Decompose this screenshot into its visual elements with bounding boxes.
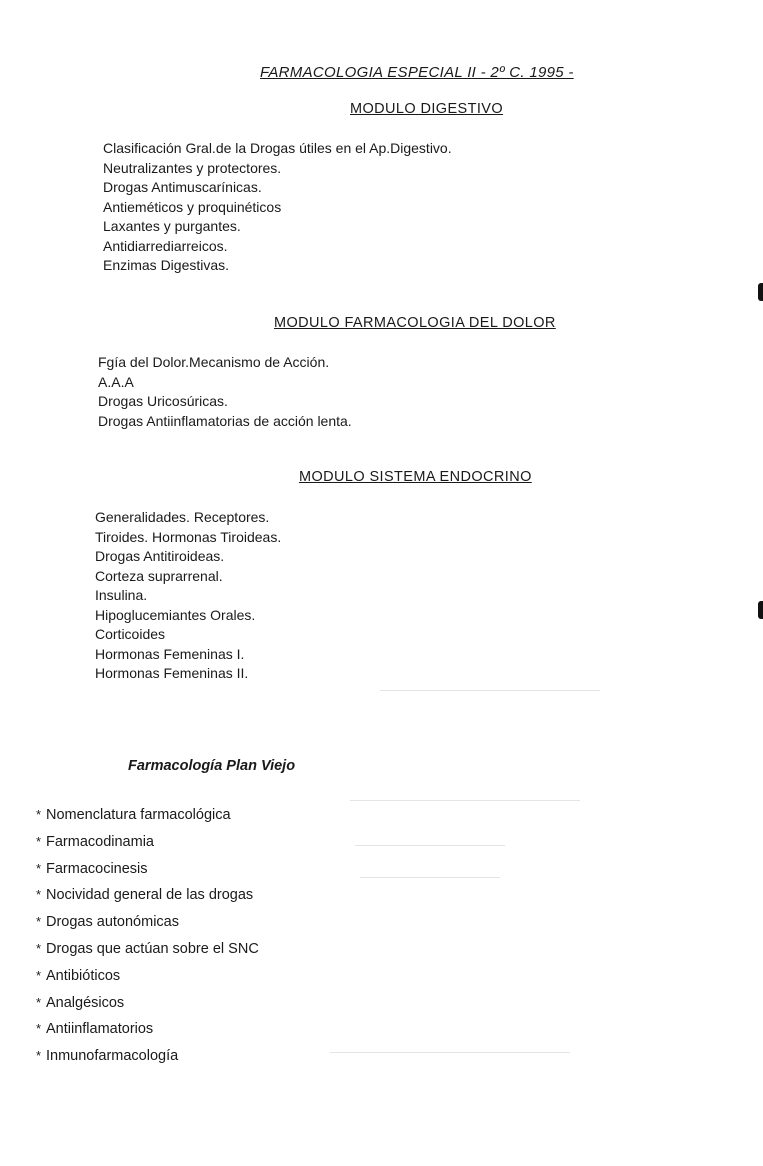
old-plan-list — [36, 802, 259, 1070]
scan-artifact-rule — [360, 877, 500, 878]
bullet-marker: * — [36, 914, 42, 930]
list-item: Insulina. — [95, 587, 148, 603]
scan-artifact-rule — [350, 800, 580, 801]
section-heading-digestivo: MODULO DIGESTIVO — [350, 101, 504, 117]
list-item: Laxantes y purgantes. — [103, 218, 241, 234]
list-item: * Analgésicos — [36, 990, 259, 1017]
section-heading-endocrino: MODULO SISTEMA ENDOCRINO — [299, 469, 532, 485]
list-item: Drogas Uricosúricas. — [98, 393, 228, 409]
list-item: Drogas Antiinflamatorias de acción lenta. — [98, 412, 352, 429]
section-heading-dolor: MODULO FARMACOLOGIA DEL DOLOR — [274, 315, 556, 331]
list-item: * Nomenclatura farmacológica — [36, 802, 259, 829]
bullet-marker: * — [36, 887, 42, 903]
scan-artifact-rule — [355, 845, 505, 846]
list-item: Drogas Antimuscarínicas. — [103, 179, 262, 195]
list-item: * Inmunofarmacología — [36, 1043, 259, 1070]
list-item: * Nocividad general de las drogas — [36, 882, 259, 909]
list-dolor — [98, 353, 352, 431]
list-item: * Antibióticos — [36, 963, 259, 990]
bullet-marker: * — [36, 994, 42, 1010]
bullet-marker: * — [36, 967, 42, 983]
list-item: Hormonas Femeninas II. — [95, 665, 249, 681]
list-item: Drogas Antitiroideas. — [95, 548, 225, 564]
binder-hole-mark — [758, 283, 763, 301]
list-item: Hipoglucemiantes Orales. — [95, 606, 256, 623]
list-endocrino — [95, 508, 281, 684]
list-item: Antidiarrediarreicos. — [103, 237, 228, 254]
list-item: Neutralizantes y protectores. — [103, 159, 282, 176]
document-title: FARMACOLOGIA ESPECIAL II - 2º C. 1995 - — [260, 64, 574, 81]
list-item: * Drogas autonómicas — [36, 909, 259, 936]
bullet-marker: * — [36, 1048, 42, 1064]
list-item: * Drogas que actúan sobre el SNC — [36, 936, 259, 963]
list-item: A.A.A — [98, 373, 134, 390]
bullet-marker: * — [36, 860, 42, 876]
list-item: Corteza suprarrenal. — [95, 567, 223, 584]
bullet-marker: * — [36, 833, 42, 849]
scan-artifact-rule — [380, 690, 600, 691]
scan-artifact-rule — [330, 1052, 570, 1053]
list-item: * Farmacocinesis — [36, 856, 259, 883]
list-item: Corticoides — [95, 626, 166, 642]
old-plan-title: Farmacología Plan Viejo — [128, 758, 296, 774]
bullet-marker: * — [36, 807, 42, 822]
list-item: Fgía del Dolor.Mecanismo de Acción. — [98, 354, 330, 370]
binder-hole-mark — [758, 601, 763, 619]
list-item: * Antiinflamatorios — [36, 1016, 259, 1043]
list-digestivo — [103, 139, 452, 276]
list-item: Generalidades. Receptores. — [95, 509, 270, 525]
list-item: Hormonas Femeninas I. — [95, 645, 245, 662]
list-item: Antieméticos y proquinéticos — [103, 198, 282, 215]
list-item: Clasificación Gral.de la Drogas útiles en el Ap.Digestivo. — [103, 140, 452, 156]
bullet-marker: * — [36, 1021, 42, 1037]
bullet-marker: * — [36, 940, 42, 956]
list-item: * Farmacodinamia — [36, 829, 259, 856]
list-item: Tiroides. Hormonas Tiroideas. — [95, 528, 282, 545]
list-item: Enzimas Digestivas. — [103, 257, 230, 273]
